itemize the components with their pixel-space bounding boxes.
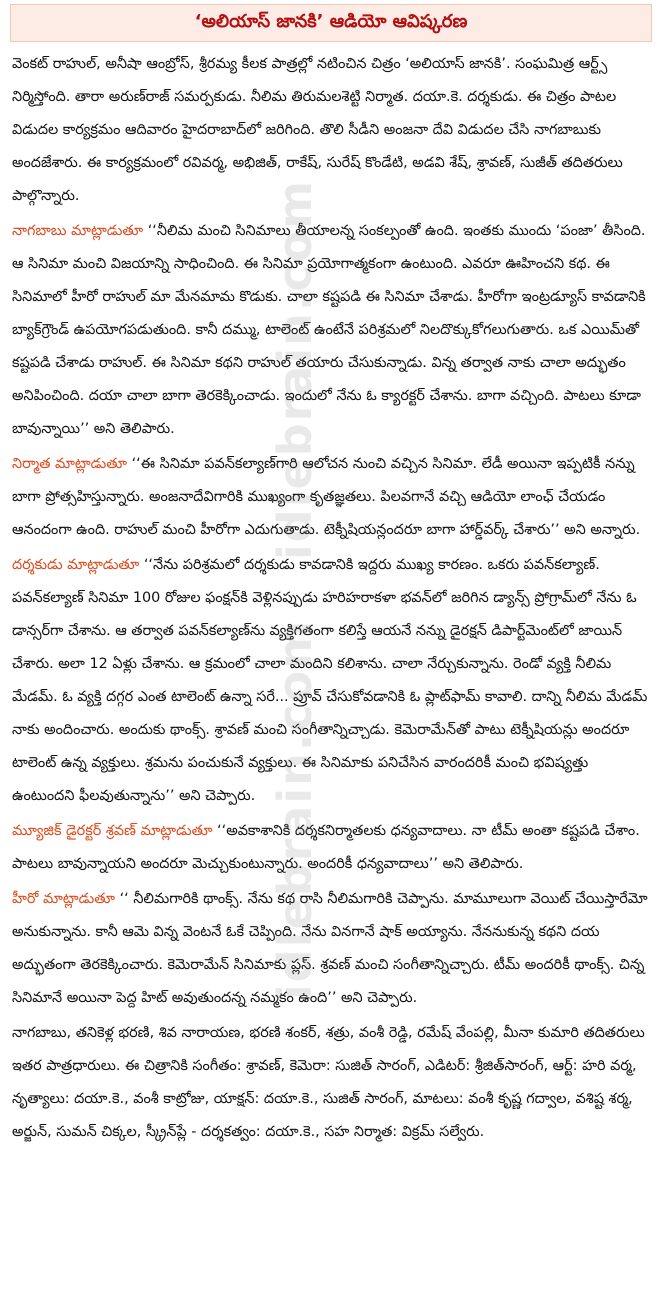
speaker-label: నాగబాబు మాట్లాడుతూ [12,223,144,239]
music-director-quote-paragraph [12,815,650,881]
article [10,4,652,1149]
paragraph-text: ‘‘ఈ సినిమా పవన్‌కల్యాణ్‌గారి ఆలోచన నుంచి వచ్చిన సినిమా. లేడీ అయినా ఇప్పటికీ నన్ను బాగా ప్రోత్సహిస్తున్నారు. అంజనాదేవిగారికి ముఖ్యంగా కృతజ్ఞతలు. పిలవగానే వచ్చి ఆడియో లాంఛ్ చేయడం ఆనందంగా ఉంది. రాహుల్ మంచి హీరోగా ఎదుగుతాడు. టెక్నీషియన్లందరూ బాగా హార్డ్‌వర్క్ చేశారు’’ అని అన్నారు. [12,456,641,538]
speaker-label: దర్శకుడు మాట్లాడుతూ [12,557,140,573]
speaker-label: నిర్మాత మాట్లాడుతూ [12,456,128,472]
paragraph-text: నాగబాబు, తనికెళ్ల భరణి, శివ నారాయణ, భరణి శంకర్, శత్రు, వంశీ రెడ్డి, రమేష్ వేంపల్లి, మీనా కుమారి తదితరులు ఇతర పాత్రధారులు. ఈ చిత్రానికి సంగీతం: శ్రావణ్, కెమెరా: సుజిత్ సారంగ్, ఎడిటర్: శ్రీజిత్‌సారంగ్, ఆర్ట్: హరి వర్మ, నృత్యాలు: దయా.కె., వంశీ కాట్రోజు, యాక్షన్: దయా.కె., సుజిత్ సారంగ్, మాటలు: వంశీ కృష్ణ గద్వాల, వశిష్ట శర్మ, అర్జున్, సుమన్ చిక్కల, స్క్రీన్‌ప్లే - దర్శకత్వం: దయా.కె., సహ నిర్మాత: విక్రమ్ సల్వేరు. [12,1025,645,1140]
article-body [10,48,652,1149]
watermark: idlebrain.com [268,618,322,1000]
paragraph-text: ‘‘నీలిమ మంచి సినిమాలు తీయాలన్న సంకల్పంతో ఉంది. ఇంతకు ముందు ‘పంజా’ తీసింది. ఆ సినిమా మంచి విజయాన్ని సాధించింది. ఈ సినిమా ప్రయోగాత్మకంగా ఉంటుంది. ఎవరూ ఊహించని కథ. ఈ సినిమాలో హీరో రాహుల్ మా మేనమామ కొడుకు. చాలా కష్టపడి ఈ సినిమా చేశాడు. హీరోగా ఇంట్రడ్యూస్ కావడానికి బ్యాక్‌గ్రౌండ్ ఉపయోగపడుతుంది. కానీ దమ్ము, టాలెంట్ ఉంటేనే పరిశ్రమలో నిలదొక్కుకోగలుగుతారు. ఒక ఎయిమ్‌తో కష్టపడి చేశాడు రాహుల్. ఈ సినిమా కథని రాహుల్ తయారు చేసుకున్నాడు. విన్న తర్వాత నాకు చాలా అద్భుతం అనిపించింది. దయా చాలా బాగా తెరకెక్కించాడు. ఇందులో నేను ఓ క్యారక్టర్ చేశాను. బాగా వచ్చింది. పాటలు కూడా బావున్నాయి’’ అని తెలిపారు. [12,223,646,437]
watermark: idlebrain.com [268,178,322,560]
producer-quote-paragraph [12,448,650,547]
speaker-label: మ్యూజిక్ డైరక్టర్ శ్రవణ్ మాట్లాడుతూ [12,823,213,839]
paragraph-text: ‘‘నేను పరిశ్రమలో దర్శకుడు కావడానికి ఇద్దరు ముఖ్య కారణం. ఒకరు పవన్‌కల్యాణ్. పవన్‌కల్యాణ్ సినిమా 100 రోజుల ఫంక్షన్‌కి వెళ్లినప్పుడు హరిహరాకళా భవన్‌లో జరిగిన డ్యాన్స్ ప్రోగ్రామ్‌లో నేను ఓ డాన్సర్‌గా చేశాను. ఆ తర్వాత పవన్‌కల్యాణ్‌ను వ్యక్తిగతంగా కలిస్తే ఆయనే నన్ను డైరక్షన్ డిపార్ట్‌మెంట్‌లో జాయిన్ చేశారు. అలా 12 ఏళ్లు చేశాను. ఆ క్రమంలో చాలా మందిని కలిశాను. చాలా నేర్చుకున్నాను. రెండో వ్యక్తి నీలిమ మేడమ్. ఓ వ్యక్తి దగ్గర ఎంత టాలెంట్ ఉన్నా సరే... ప్రూవ్ చేసుకోవడానికి ఓ ప్లాట్‌ఫామ్ కావాలి. దాన్ని నీలిమ మేడమ్ నాకు అందించారు. అందుకు థాంక్స్. శ్రావణ్ మంచి సంగీతాన్నిచ్చాడు. కెమెరామేన్‌తో పాటు టెక్నీషియన్లు అందరూ టాలెంట్ ఉన్న వ్యక్తులు. శ్రమను పంచుకునే వ్యక్తులు. ఈ సినిమాకు పనిచేసిన వారందరికీ మంచి భవిష్యత్తు ఉంటుందని ఫీలవుతున్నాను’’ అని చెప్పారు. [12,557,648,804]
headline-banner [10,4,652,42]
nagababu-quote-paragraph [12,215,650,446]
hero-quote-paragraph [12,883,650,1015]
paragraph-text: ‘‘ నీలిమగారికి థాంక్స్. నేను కథ రాసి నీలిమగారికి చెప్పాను. మామూలుగా వెయిట్ చేయిస్తారేమో అనుకున్నాను. కానీ ఆమె విన్న వెంటనే ఓకే చెప్పింది. నేను వినగానే షాక్ అయ్యాను. నేననుకున్న కథని దయ అద్భుతంగా తెరకెక్కించారు. కెమెరామేన్ సినిమాకు ప్లస్. శ్రవణ్ మంచి సంగీతాన్నిచ్చారు. టీమ్ అందరికీ థాంక్స్. చిన్న సినిమానే అయినా పెద్ద హిట్ అవుతుందన్న నమ్మకం ఉంది’’ అని చెప్పారు. [12,891,648,1006]
paragraph-text: వెంకట్ రాహుల్, అనీషా ఆంబ్రోస్, శ్రీరమ్య కీలక పాత్రల్లో నటించిన చిత్రం ‘అలియాస్ జానకి’. సంఘమిత్ర ఆర్ట్స్ నిర్మిస్తోంది. తారా అరుణ్‌రాజ్ సమర్పకుడు. నీలిమ తిరుమలశెట్టి నిర్మాత. దయా.కె. దర్శకుడు. ఈ చిత్రం పాటల విడుదల కార్యక్రమం ఆదివారం హైదరాబాద్‌లో జరిగింది. తొలి సీడీని అంజనా దేవి విడుదల చేసి నాగబాబుకు అందజేశారు. ఈ కార్యక్రమంలో రవివర్మ, అభిజిత్, రాకేష్, సురేష్ కొండేటి, అడవి శేష్, శ్రావణ్, సుజీత్ తదితరులు పాల్గొన్నారు. [12,56,623,204]
credits-paragraph [12,1017,650,1149]
intro-paragraph [12,48,650,213]
speaker-label: హీరో మాట్లాడుతూ [12,891,116,907]
paragraph-text: ‘‘అవకాశానికి దర్శకనిర్మాతలకు ధన్యవాదాలు. నా టీమ్ అంతా కష్టపడి చేశాం. పాటలు బావున్నాయని అందరూ మెచ్చుకుంటున్నారు. అందరికీ ధన్యవాదాలు’’ అని తెలిపారు. [12,823,640,872]
headline: ‘అలియాస్ జానకి’ ఆడియో ఆవిష్కరణ [194,10,468,32]
director-quote-paragraph [12,549,650,813]
